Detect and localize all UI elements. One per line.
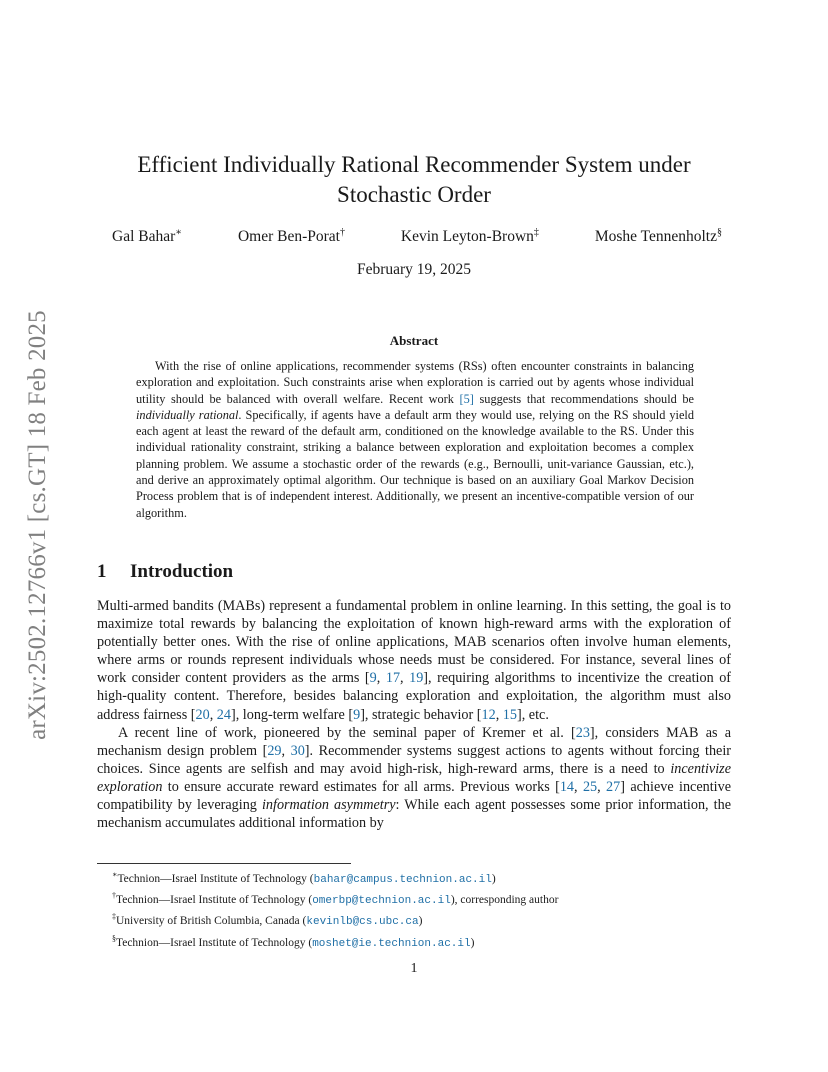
citation-link[interactable]: 27	[606, 778, 621, 795]
author-list	[112, 227, 722, 246]
footnote: ‡University of British Columbia, Canada (kevinlb@cs.ubc.ca)	[112, 912, 423, 929]
citation-link[interactable]: [5]	[459, 391, 474, 406]
abstract-text: With the rise of online applications, recommender systems (RSs) often encounter constraints in balancing exploration and exploitation. Such constraints arise when exploration is carried out by agents whose individual utility should be balanced with overall welfare. Recent work [5] suggests that recommendations should be individually rational. Specifically, if agents have a default arm they would use, relying on the RS should yield each agent at least the reward of the default arm, conditioned on the knowledge available to the RS. Under this individual rationality constraint, striking a balance between exploration and exploitation becomes a complex planning problem. We assume a stochastic order of the rewards (e.g., Bernoulli, unit-variance Gaussian, etc.), and derive an approximately optimal algorithm. Our technique is based on an auxiliary Goal Markov Decision Process problem that is of independent interest. Additionally, we present an incentive-compatible version of our algorithm.	[136, 359, 694, 520]
section-title: Introduction	[130, 561, 234, 582]
citation-link[interactable]: 19	[409, 670, 424, 687]
citation-link[interactable]: 30	[290, 742, 305, 759]
citation-link[interactable]: 23	[575, 724, 590, 741]
paragraph: A recent line of work, pioneered by the seminal paper of Kremer et al. [23], considers MAB as a mechanism design problem [29, 30]. Recommender systems suggest actions to agents without forcing their choices. Since agents are selfish and may avoid high-risk, high-reward arms, there is a need to incentivize exploration to ensure accurate reward estimates for all arms. Previous works [14, 25, 27] achieve incentive compatibility by leveraging information asymmetry: While each agent possesses some prior information, the mechanism accumulates additional information by	[97, 724, 732, 832]
citation-link[interactable]: 12	[481, 706, 496, 723]
footnote: †Technion—Israel Institute of Technology (omerbp@technion.ac.il), corresponding author	[112, 891, 559, 908]
paper-title: Efficient Individually Rational Recommender System under Stochastic Order	[137, 152, 691, 207]
author: Gal Bahar∗	[112, 227, 183, 246]
citation-link[interactable]: 25	[582, 778, 598, 795]
section-heading	[97, 561, 233, 583]
author: Kevin Leyton-Brown‡	[400, 227, 539, 246]
citation-link[interactable]: 24	[216, 706, 231, 723]
footnotes	[112, 867, 558, 952]
page-number: 1	[410, 961, 418, 976]
body-text	[97, 597, 731, 832]
citation-link[interactable]: 29	[267, 742, 282, 759]
footnote: §Technion—Israel Institute of Technology (moshet@ie.technion.ac.il)	[112, 933, 475, 950]
citation-link[interactable]: 15	[502, 706, 517, 723]
section-number: 1	[97, 561, 107, 582]
author: Moshe Tennenholtz§	[594, 227, 722, 246]
citation-link[interactable]: 17	[385, 670, 401, 687]
email-link[interactable]: omerbp@technion.ac.il	[312, 895, 451, 908]
email-link[interactable]: kevinlb@cs.ubc.ca	[306, 916, 419, 929]
author: Omer Ben-Porat†	[237, 227, 345, 246]
paper-date: February 19, 2025	[356, 261, 472, 278]
footnote: ∗Technion—Israel Institute of Technology (bahar@campus.technion.ac.il)	[112, 870, 496, 886]
paragraph: Multi-armed bandits (MABs) represent a fundamental problem in online learning. In this setting, the goal is to maximize total rewards by balancing the exploitation of known high-reward arms with the exploration of potentially better ones. With the rise of online applications, MAB scenarios often involve human elements, where arms or rounds represent individuals whose needs must be considered. For instance, several lines of work consider content providers as the arms [9, 17, 19], requiring algorithms to incentivize the creation of high-quality content. Therefore, besides balancing exploration and exploitation, the algorithm must also address fairness [20, 24], long-term welfare [9], strategic behavior [12, 15], etc.	[97, 598, 732, 723]
arxiv-stamp-text: arXiv:2502.12766v1 [cs.GT] 18 Feb 2025	[24, 310, 51, 740]
citation-link[interactable]: 20	[195, 706, 210, 723]
citation-link[interactable]: 14	[559, 778, 575, 795]
footnote-divider	[97, 863, 351, 864]
arxiv-stamp	[8, 285, 68, 765]
email-link[interactable]: moshet@ie.technion.ac.il	[312, 937, 471, 950]
citation-link[interactable]: 9	[353, 706, 361, 723]
email-link[interactable]: bahar@campus.technion.ac.il	[313, 873, 492, 886]
abstract-heading: Abstract	[389, 333, 439, 348]
citation-link[interactable]: 9	[369, 670, 377, 687]
